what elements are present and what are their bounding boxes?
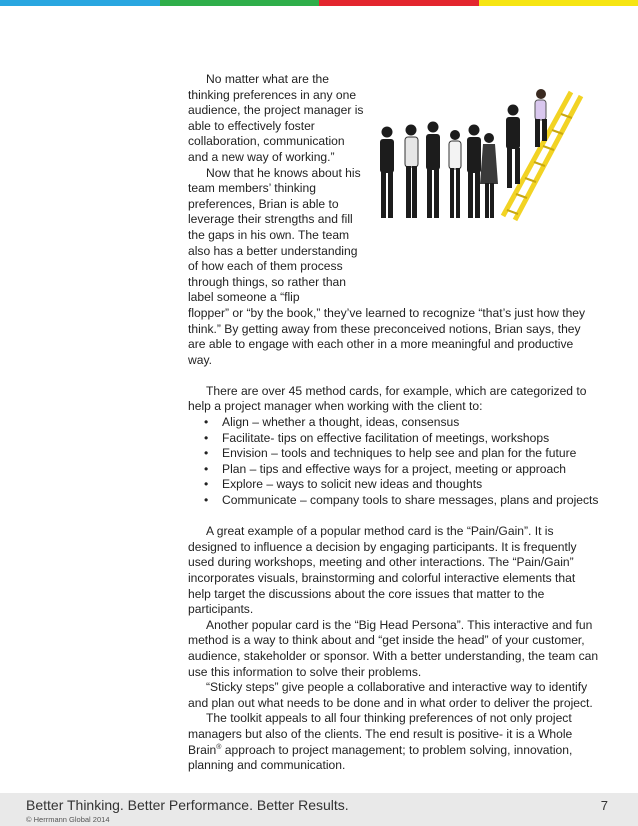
paragraph-gap	[188, 509, 600, 525]
stripe-blue	[0, 0, 160, 6]
list-item: • Explore – ways to solicit new ideas and thoughts	[204, 477, 600, 493]
body-paragraph-team-continued: flopper” or “by the book,” they’ve learned to recognize “that’s just how they think.” By getting away from these preconceived notions, Brian says, they are able to engage with each other in a more meaningful and productive way.	[188, 305, 586, 367]
stripe-red	[319, 0, 479, 6]
list-item: • Align – whether a thought, ideas, consensus	[204, 415, 600, 431]
paragraph-gap	[188, 368, 600, 384]
method-cards-intro: There are over 45 method cards, for example, which are categorized to help a project manager when working with the client to:	[188, 383, 587, 414]
toolkit-paragraph	[188, 711, 600, 773]
page-number: 7	[600, 798, 608, 813]
method-list	[188, 415, 600, 509]
toolkit-text-start: The toolkit appeals to all four thinking preferences of not only project managers but also of the clients. The end result is positive- it is a Whole Brain	[188, 711, 573, 757]
body-paragraph-team: Now that he knows about his team members’ thinking preferences, Brian is able to leverage their strengths and fill the gaps in his own. The team also has a better understanding of how each of them process through things, so rather than label someone a “flip	[188, 165, 361, 305]
footer-copyright: © Herrmann Global 2014	[26, 815, 110, 824]
list-item: • Communicate – company tools to share messages, plans and projects	[204, 493, 600, 509]
stripe-green	[160, 0, 320, 6]
list-item: • Envision – tools and techniques to help see and plan for the future	[204, 446, 600, 462]
article-body	[188, 72, 600, 774]
page-footer	[0, 793, 638, 826]
toolkit-text-end: approach to project management; to problem solving, innovation, planning and communication.	[188, 742, 573, 773]
color-stripe	[0, 0, 638, 6]
quote-paragraph: No matter what are the thinking preferences in any one audience, the project manager is able to effectively foster collaboration, communication and a new way of working.”	[188, 72, 364, 164]
list-item: • Facilitate- tips on effective facilitation of meetings, workshops	[204, 431, 600, 447]
registered-mark: ®	[216, 743, 222, 751]
stripe-yellow	[479, 0, 638, 6]
big-head-persona-paragraph: Another popular card is the “Big Head Persona”. This interactive and fun method is a way to think about and “get inside the head” of your customer, audience, stakeholder or sponsor. With a better understanding, the team can use this information to solve their problems.	[188, 617, 599, 679]
pain-gain-paragraph: A great example of a popular method card is the “Pain/Gain”. It is designed to influence a decision by engaging participants. It is frequently used during workshops, meeting and other interactions. The “Pain/Gain” incorporates visuals, brainstorming and colorful interactive elements that help target the discussions about the core issues that matter to the participants.	[188, 524, 577, 617]
sticky-steps-paragraph: “Sticky steps” give people a collaborative and interactive way to identify and plan out what needs to be done and in what order to deliver the project.	[188, 680, 593, 710]
list-item: • Plan – tips and effective ways for a project, meeting or approach	[204, 462, 600, 478]
footer-tagline: Better Thinking. Better Performance. Better Results.	[26, 797, 349, 813]
